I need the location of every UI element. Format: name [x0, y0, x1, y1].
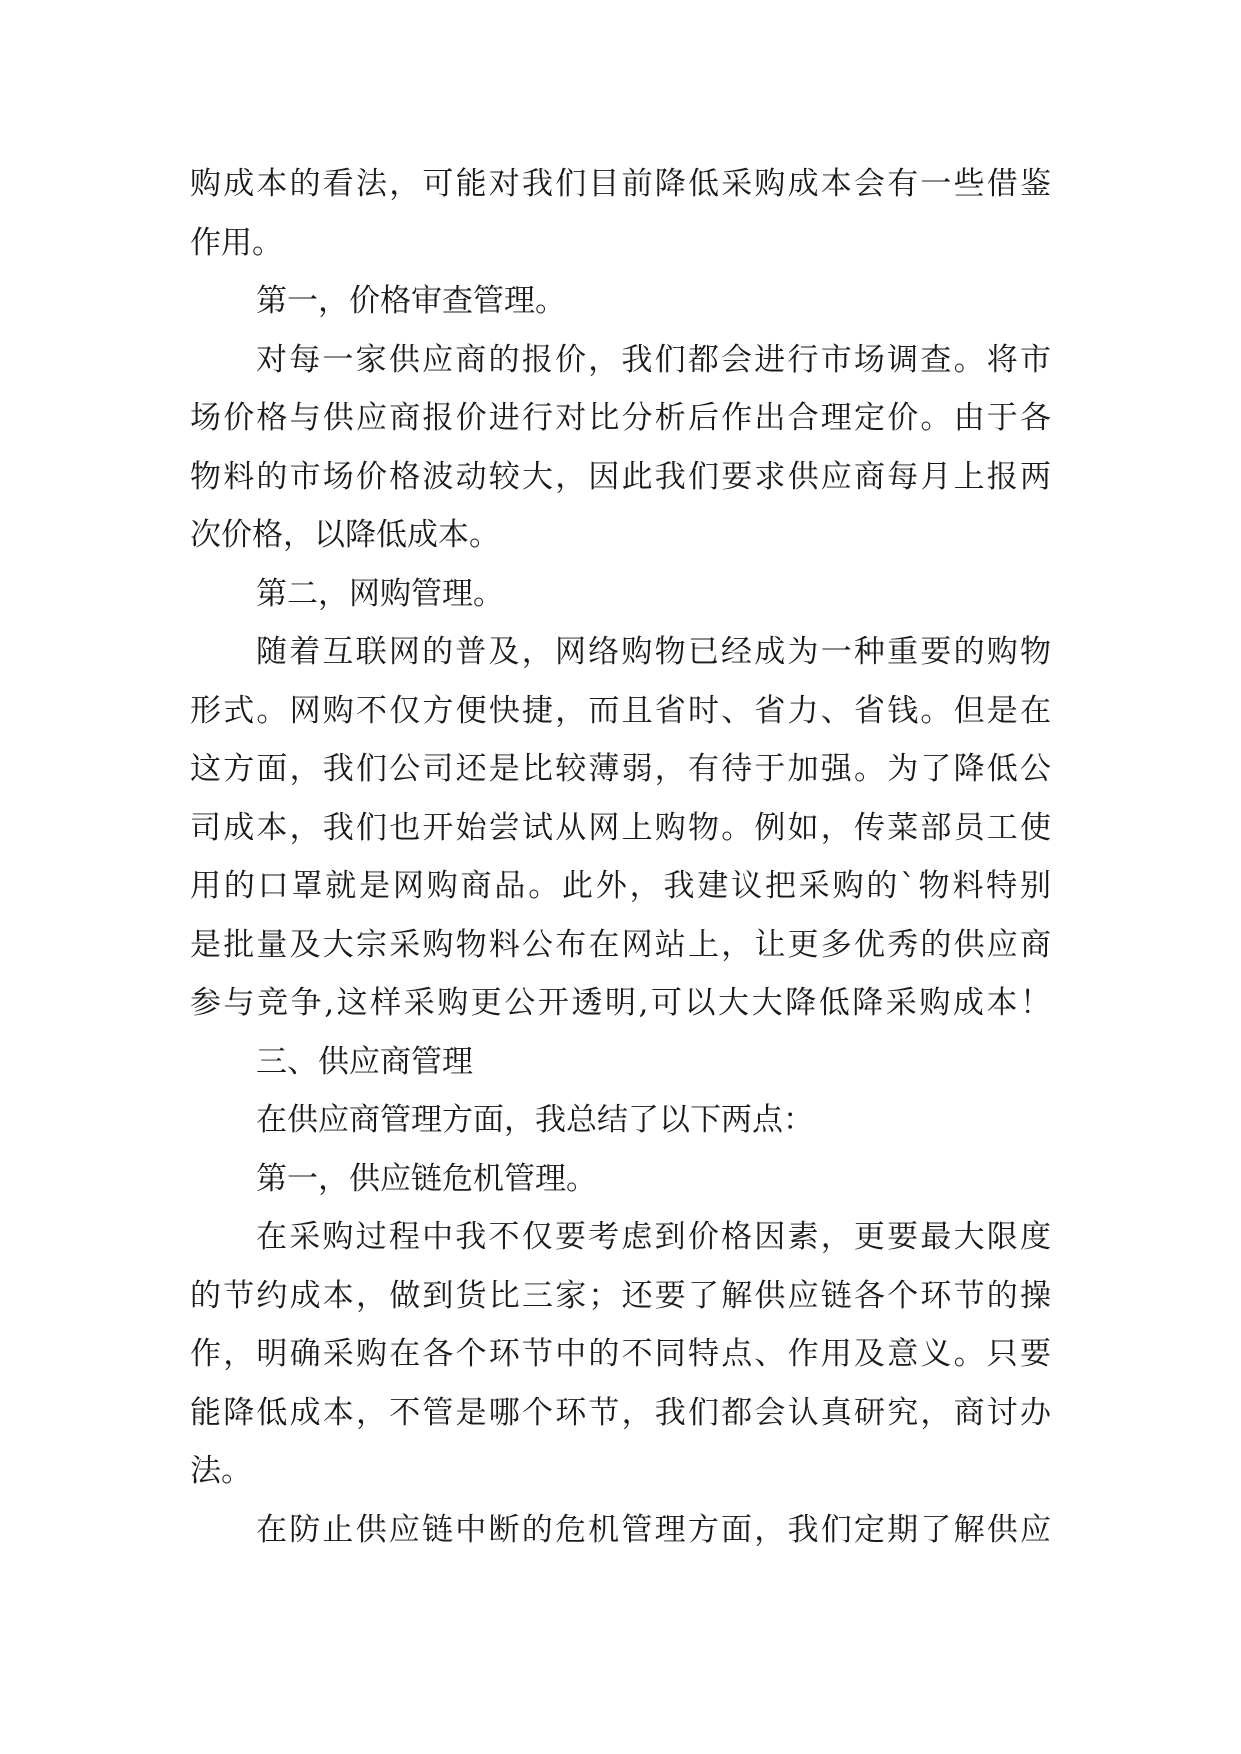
text-line: 用的口罩就是网购商品。此外，我建议把采购的`物料特别	[190, 868, 1051, 904]
text-line: 第一，供应链危机管理。	[256, 1160, 597, 1197]
text-line: 法。	[190, 1453, 252, 1489]
text-line: 第一，价格审查管理。	[256, 283, 566, 319]
paragraph	[190, 1091, 1051, 1150]
text-line: 作，明确采购在各个环节中的不同特点、作用及意义。只要	[190, 1336, 1051, 1372]
paragraph	[190, 155, 1051, 272]
text-line: 随着互联网的普及，网络购物已经成为一种重要的购物	[256, 634, 1051, 670]
text-line: 在供应商管理方面，我总结了以下两点：	[256, 1102, 814, 1138]
text-line: 能降低成本，不管是哪个环节，我们都会认真研究，商讨办	[190, 1394, 1051, 1431]
paragraph	[190, 565, 1051, 624]
text-line: 司成本，我们也开始尝试从网上购物。例如，传菜部员工使	[190, 809, 1051, 846]
text-line: 是批量及大宗采购物料公布在网站上，让更多优秀的供应商	[190, 926, 1051, 963]
paragraph	[190, 1501, 1051, 1560]
text-line: 对每一家供应商的报价，我们都会进行市场调查。将市	[256, 341, 1051, 378]
text-line: 场价格与供应商报价进行对比分析后作出合理定价。由于各	[190, 400, 1051, 436]
text-line: 作用。	[190, 224, 283, 261]
paragraph	[190, 1150, 1051, 1209]
text-line: 参与竞争,这样采购更公开透明,可以大大降低降采购成本！	[190, 985, 1051, 1021]
paragraph	[190, 1208, 1051, 1501]
text-line: 这方面，我们公司还是比较薄弱，有待于加强。为了降低公	[190, 751, 1051, 787]
paragraph	[190, 623, 1051, 1033]
text-line: 的节约成本，做到货比三家；还要了解供应链各个环节的操	[190, 1277, 1051, 1314]
text-line: 购成本的看法，可能对我们目前降低采购成本会有一些借鉴	[190, 166, 1051, 202]
paragraph	[190, 1033, 1051, 1092]
paragraph	[190, 272, 1051, 331]
paragraph	[190, 331, 1051, 565]
text-line: 次价格，以降低成本。	[190, 517, 500, 553]
text-line: 三、供应商管理	[256, 1043, 473, 1080]
text-line: 形式。网购不仅方便快捷，而且省时、省力、省钱。但是在	[190, 692, 1051, 729]
document-body	[190, 155, 1051, 1559]
text-line: 物料的市场价格波动较大，因此我们要求供应商每月上报两	[190, 458, 1051, 495]
text-line: 在采购过程中我不仅要考虑到价格因素，更要最大限度	[256, 1219, 1051, 1255]
text-line: 第二，网购管理。	[256, 575, 504, 612]
text-line: 在防止供应链中断的危机管理方面，我们定期了解供应	[256, 1511, 1051, 1548]
